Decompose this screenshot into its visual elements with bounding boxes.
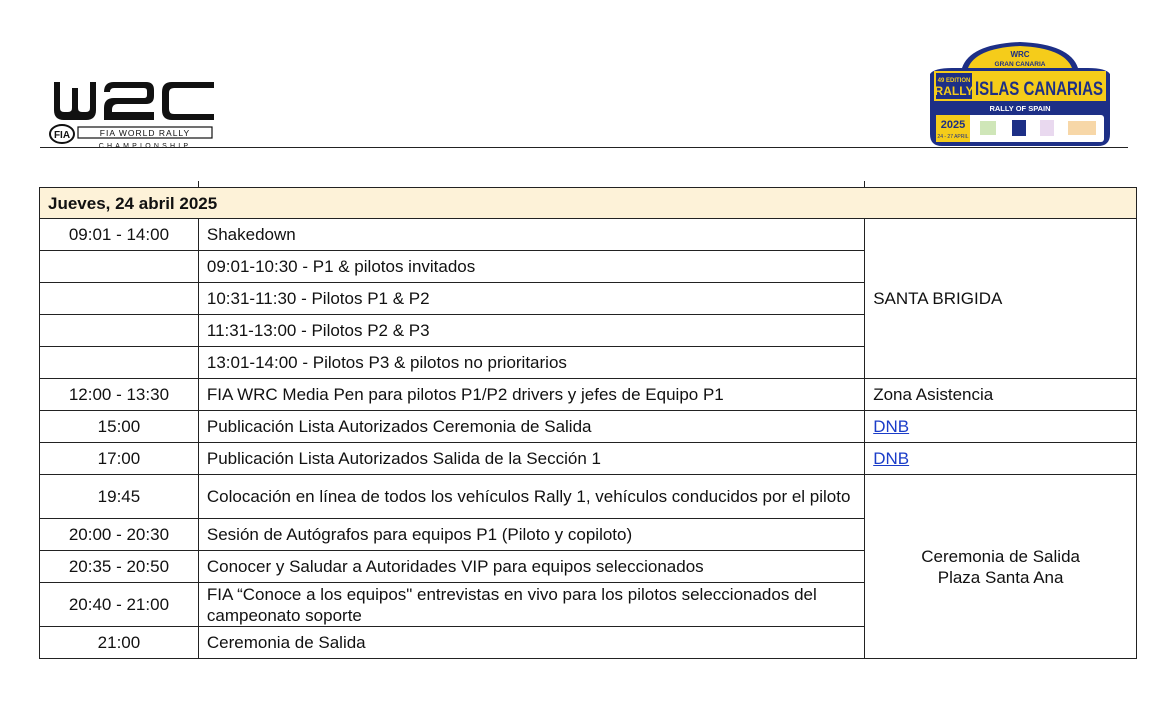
event-cell: Conocer y Saludar a Autoridades VIP para equipos seleccionados (198, 551, 864, 583)
rally-logo-edition: 49 EDITION (937, 78, 971, 84)
dnb-link[interactable]: DNB (873, 449, 910, 468)
fia-badge-text: FIA (53, 130, 71, 141)
table-row (40, 411, 1137, 443)
table-row (40, 443, 1137, 475)
rally-islas-canarias-logo (922, 38, 1118, 150)
location-cell: Zona Asistencia (865, 379, 1137, 411)
event-cell: Publicación Lista Autorizados Ceremonia de Salida (198, 411, 864, 443)
event-cell: Shakedown (198, 219, 864, 251)
schedule-table (39, 187, 1137, 659)
time-cell: 20:00 - 20:30 (40, 519, 199, 551)
rally-logo-rally: RALLY (934, 84, 974, 98)
time-cell: 12:00 - 13:30 (40, 379, 199, 411)
time-cell: 21:00 (40, 627, 199, 659)
time-cell (40, 283, 199, 315)
header-divider (40, 147, 1128, 148)
wrc-tagline-2: CHAMPIONSHIP (98, 143, 192, 150)
event-cell: Sesión de Autógrafos para equipos P1 (Piloto y copiloto) (198, 519, 864, 551)
time-cell: 20:35 - 20:50 (40, 551, 199, 583)
ceremony-location-line-2: Plaza Santa Ana (937, 567, 1064, 587)
location-cell (865, 443, 1137, 475)
time-cell: 20:40 - 21:00 (40, 583, 199, 627)
location-cell: SANTA BRIGIDA (865, 219, 1137, 379)
rally-logo-year: 2025 (940, 119, 966, 131)
wrc-logo (48, 74, 228, 152)
time-cell: 17:00 (40, 443, 199, 475)
time-cell: 15:00 (40, 411, 199, 443)
table-row (40, 379, 1137, 411)
rally-logo-dates: 24 - 27 APRIL (937, 134, 969, 140)
dnb-link[interactable]: DNB (873, 417, 910, 436)
wrc-tagline-1: FIA WORLD RALLY (99, 128, 191, 138)
day-label: Jueves, 24 abril 2025 (40, 188, 1137, 219)
event-cell: 10:31-11:30 - Pilotos P1 & P2 (198, 283, 864, 315)
ceremony-location-line-1: Ceremonia de Salida (921, 546, 1080, 566)
day-header-row (40, 188, 1137, 219)
time-cell (40, 251, 199, 283)
event-cell: Publicación Lista Autorizados Salida de la Sección 1 (198, 443, 864, 475)
rally-logo-subtitle: RALLY OF SPAIN (989, 104, 1051, 113)
time-cell: 09:01 - 14:00 (40, 219, 199, 251)
event-cell: 09:01-10:30 - P1 & pilotos invitados (198, 251, 864, 283)
location-cell (865, 475, 1137, 659)
rally-logo-top-mark: WRC (1010, 50, 1030, 59)
time-cell (40, 315, 199, 347)
event-cell: Ceremonia de Salida (198, 627, 864, 659)
event-cell: FIA WRC Media Pen para pilotos P1/P2 drivers y jefes de Equipo P1 (198, 379, 864, 411)
table-row (40, 475, 1137, 519)
time-cell: 19:45 (40, 475, 199, 519)
rally-logo-name: ISLAS CANARIAS (975, 79, 1103, 100)
time-cell (40, 347, 199, 379)
table-row (40, 219, 1137, 251)
rally-logo-region: GRAN CANARIA (994, 61, 1046, 68)
event-cell: 13:01-14:00 - Pilotos P3 & pilotos no prioritarios (198, 347, 864, 379)
event-cell: Colocación en línea de todos los vehículos Rally 1, vehículos conducidos por el piloto (198, 475, 864, 519)
event-cell: 11:31-13:00 - Pilotos P2 & P3 (198, 315, 864, 347)
location-cell (865, 411, 1137, 443)
event-cell: FIA “Conoce a los equipos" entrevistas en vivo para los pilotos seleccionados del campeonato soporte (198, 583, 864, 627)
